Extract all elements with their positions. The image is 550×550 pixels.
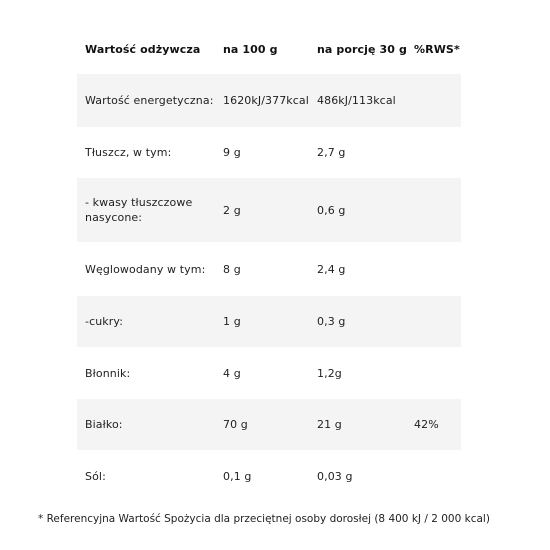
table-row — [77, 242, 461, 296]
table-row — [77, 127, 461, 178]
nutrient-name: Tłuszcz, w tym: — [85, 146, 172, 159]
footnote: * Referencyjna Wartość Spożycia dla przeciętnej osoby dorosłej (8 400 kJ / 2 000 kcal) — [38, 513, 490, 525]
header-per-portion: na porcję 30 g — [317, 42, 407, 56]
nutrient-name: Błonnik: — [85, 366, 131, 380]
value-per-portion: 486kJ/113kcal — [317, 94, 396, 107]
value-per-portion: 0,3 g — [317, 315, 346, 328]
nutrient-name: Wartość energetyczna: — [85, 94, 214, 107]
table-row — [77, 178, 461, 242]
value-rws: 42% — [414, 418, 439, 431]
value-per-portion: 1,2g — [317, 366, 342, 380]
value-per-100g: 0,1 g — [223, 469, 252, 483]
nutrient-name: Sól: — [85, 469, 106, 483]
value-per-portion: 2,4 g — [317, 262, 346, 276]
table-row — [77, 296, 461, 347]
header-nutrient: Wartość odżywcza — [85, 42, 201, 56]
value-per-100g: 8 g — [223, 262, 241, 276]
table-header-row — [77, 24, 461, 74]
header-per-100g: na 100 g — [223, 42, 278, 56]
nutrient-name: Białko: — [85, 418, 123, 431]
table-row — [77, 399, 461, 450]
table-row — [77, 450, 461, 502]
nutrient-name: -cukry: — [85, 315, 123, 328]
value-per-100g: 1620kJ/377kcal — [223, 94, 309, 107]
value-per-100g: 70 g — [223, 418, 248, 431]
table-row — [77, 347, 461, 399]
value-per-portion: 2,7 g — [317, 146, 346, 159]
value-per-100g: 2 g — [223, 203, 241, 217]
header-rws: %RWS* — [414, 42, 460, 56]
value-per-portion: 0,03 g — [317, 469, 353, 483]
nutrition-table — [77, 24, 461, 502]
nutrient-name: Węglowodany w tym: — [85, 262, 206, 276]
value-per-100g: 4 g — [223, 366, 241, 380]
table-row — [77, 74, 461, 127]
value-per-portion: 0,6 g — [317, 203, 346, 217]
nutrient-name: - kwasy tłuszczowe nasycone: — [85, 196, 193, 224]
value-per-100g: 1 g — [223, 315, 241, 328]
value-per-portion: 21 g — [317, 418, 342, 431]
value-per-100g: 9 g — [223, 146, 241, 159]
